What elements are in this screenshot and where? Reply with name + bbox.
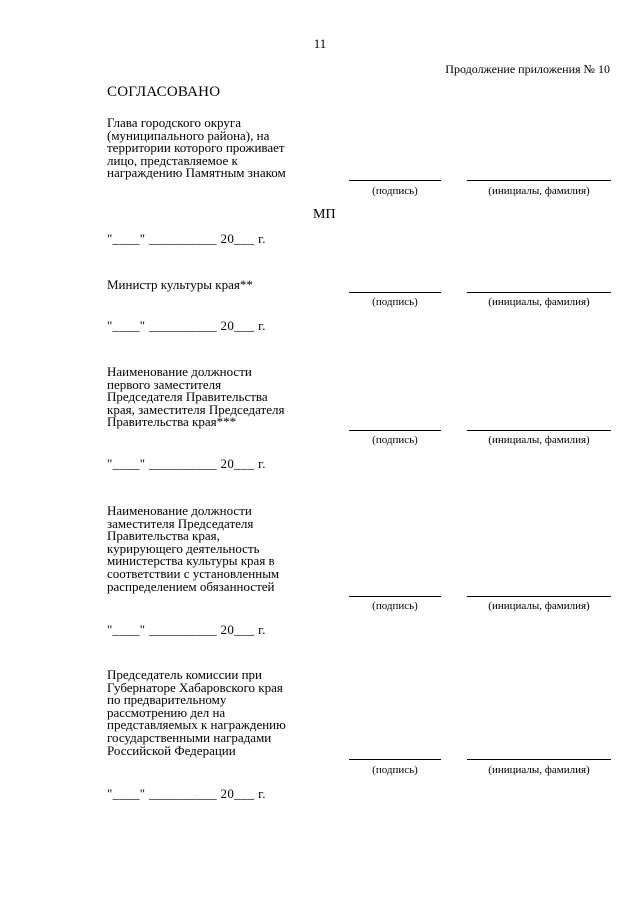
signer-position-line: (муниципального района), на xyxy=(107,127,270,143)
signer-position-line: Министр культуры края** xyxy=(107,277,253,292)
signer-position-line: края, заместителя Председателя xyxy=(107,401,285,417)
signer-position-line: распределением обязанностей xyxy=(107,578,275,594)
signer-position-line: первого заместителя xyxy=(107,376,222,392)
name-line[interactable] xyxy=(467,292,611,293)
signer-position-1 xyxy=(107,117,339,180)
date-field[interactable]: "____" __________ 20___ г. xyxy=(107,622,266,637)
date-field[interactable]: "____" __________ 20___ г. xyxy=(107,231,266,246)
name-caption: (инициалы, фамилия) xyxy=(488,600,590,612)
signer-position-line: Наименование должности xyxy=(107,364,252,379)
signer-position-line: Председатель комиссии при xyxy=(107,667,263,682)
date-field[interactable]: "____" __________ 20___ г. xyxy=(107,786,266,801)
signature-line[interactable] xyxy=(349,759,441,760)
name-caption: (инициалы, фамилия) xyxy=(488,764,590,776)
name-line[interactable] xyxy=(467,596,611,597)
signer-position-line: представляемых к награждению xyxy=(107,717,286,733)
signer-position-line: Правительства края*** xyxy=(107,414,237,430)
name-line[interactable] xyxy=(467,759,611,760)
signer-position-line: соответствии с установленным xyxy=(107,565,280,581)
signature-caption: (подпись) xyxy=(372,185,418,197)
signer-position-line: Глава городского округа xyxy=(107,115,241,130)
signature-line[interactable] xyxy=(349,292,441,293)
date-field[interactable]: "____" __________ 20___ г. xyxy=(107,456,266,471)
name-caption: (инициалы, фамилия) xyxy=(488,185,590,197)
approved-heading: СОГЛАСОВАНО xyxy=(107,84,221,100)
signer-position-4 xyxy=(107,505,339,593)
date-field[interactable]: "____" __________ 20___ г. xyxy=(107,318,266,333)
signer-position-line: награждению Памятным знаком xyxy=(107,165,286,181)
signer-position-line: по предварительному xyxy=(107,692,227,708)
signature-line[interactable] xyxy=(349,180,441,181)
stamp-place-label: МП xyxy=(313,207,336,222)
signer-position-line: министерства культуры края в xyxy=(107,553,275,569)
signer-position-3 xyxy=(107,366,339,429)
signer-position-line: государственными наградами xyxy=(107,729,272,745)
name-line[interactable] xyxy=(467,430,611,431)
name-line[interactable] xyxy=(467,180,611,181)
appendix-continuation-label: Продолжение приложения № 10 xyxy=(445,62,610,76)
signer-position-2 xyxy=(107,279,339,292)
name-caption: (инициалы, фамилия) xyxy=(488,296,590,308)
signer-position-line: Наименование должности xyxy=(107,503,252,518)
signer-position-5 xyxy=(107,669,339,757)
signature-line[interactable] xyxy=(349,430,441,431)
page-number: 11 xyxy=(313,36,327,51)
signature-line[interactable] xyxy=(349,596,441,597)
signer-position-line: заместителя Председателя xyxy=(107,515,254,531)
signer-position-line: рассмотрению дел на xyxy=(107,704,226,720)
signer-position-line: Губернаторе Хабаровского края xyxy=(107,679,283,695)
signer-position-line: курирующего деятельность xyxy=(107,540,260,556)
signature-caption: (подпись) xyxy=(372,764,418,776)
signature-caption: (подпись) xyxy=(372,434,418,446)
signer-position-line: Председателя Правительства xyxy=(107,389,268,405)
name-caption: (инициалы, фамилия) xyxy=(488,434,590,446)
signature-caption: (подпись) xyxy=(372,296,418,308)
signer-position-line: лицо, представляемое к xyxy=(107,152,238,168)
signer-position-line: территории которого проживает xyxy=(107,140,285,156)
signer-position-line: Правительства края, xyxy=(107,528,220,544)
signature-caption: (подпись) xyxy=(372,600,418,612)
signer-position-line: Российской Федерации xyxy=(107,742,236,758)
